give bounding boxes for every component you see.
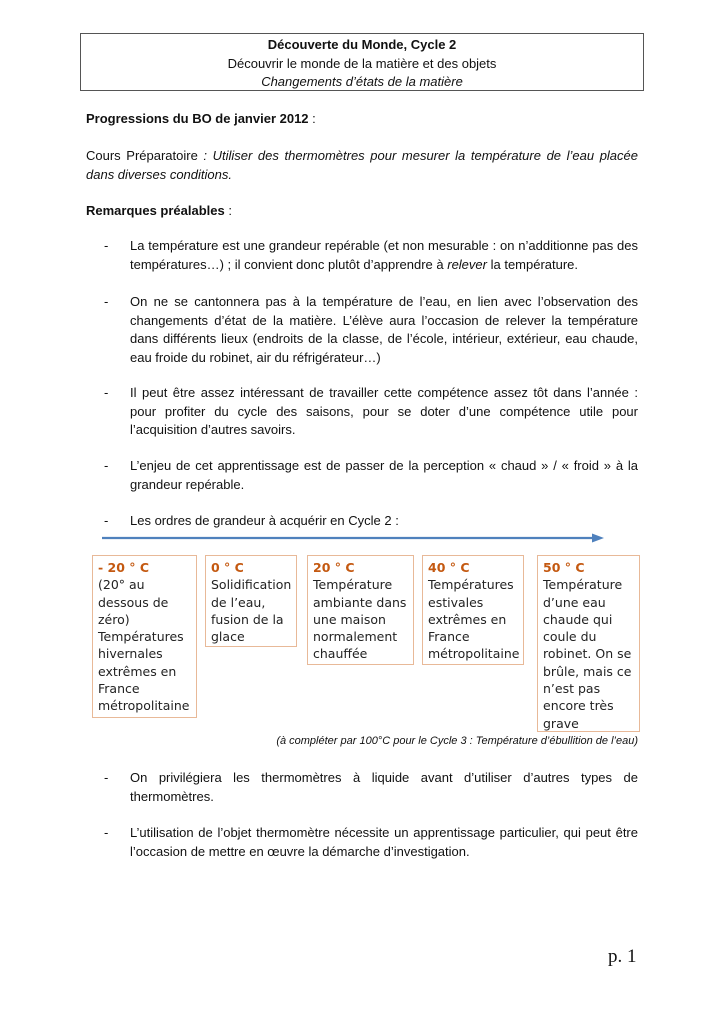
header-subtitle: Découvrir le monde de la matière et des objets	[227, 55, 497, 71]
temperature-box	[92, 555, 197, 718]
temperature-box	[205, 555, 297, 647]
bullet-text: Les ordres de grandeur à acquérir en Cycle 2 :	[130, 513, 399, 528]
bullet-item	[86, 512, 638, 531]
temperature-value: 20 ° C	[313, 560, 355, 575]
cours-text: : Utiliser des thermomètres pour mesurer la température de l’eau placée dans diverses conditions.	[86, 148, 638, 182]
bullet-dash: -	[104, 385, 109, 400]
bullet-dash: -	[104, 770, 109, 785]
temperature-box	[307, 555, 414, 665]
bullet-text: La température est une grandeur repérable (et non mesurable : on n’additionne pas des températures…) ; il convient donc plutôt d’apprendre à relever la température.	[130, 238, 638, 272]
bullet-text: On privilégiera les thermomètres à liquide avant d’utiliser d’autres types de thermomètres.	[130, 770, 638, 804]
bullet-text: On ne se cantonnera pas à la température de l’eau, en lien avec l’observation des changements d’état de la matière. L’élève aura l’occasion de relever la température dans différents lieux (endroits de la classe, de l’école, intérieur, extérieur, eau chaude, eau froide du robinet, air du réfrigérateur…)	[130, 294, 638, 365]
page-number: p. 1	[608, 946, 637, 967]
header-topic: Changements d’états de la matière	[261, 74, 463, 89]
remarques-heading-text: Remarques préalables	[86, 203, 225, 218]
progressions-heading: Progressions du BO de janvier 2012 :	[86, 111, 316, 126]
bullet-item	[86, 237, 638, 274]
bullet-dash: -	[104, 513, 109, 528]
document-header	[80, 33, 644, 91]
cycle3-note: (à compléter par 100°C pour le Cycle 3 : Température d’ébullition de l’eau)	[276, 735, 638, 747]
bullet-text: L’utilisation de l’objet thermomètre nécessite un apprentissage particulier, qui peut être l’occasion de mettre en œuvre la démarche d’investigation.	[130, 825, 638, 859]
header-title: Découverte du Monde, Cycle 2	[267, 37, 457, 52]
cours-preparatoire	[86, 147, 638, 184]
temperature-value: 0 ° C	[211, 560, 244, 575]
temperature-description: Température ambiante dans une maison normalement chauffée	[313, 577, 407, 662]
bullet-dash: -	[104, 294, 109, 309]
bullet-item	[86, 457, 638, 494]
temperature-value: - 20 ° C	[98, 560, 150, 575]
scale-arrow-icon	[102, 532, 604, 544]
temperature-description: (20° au dessous de zéro) Températures hivernales extrêmes en France métropolitaine	[98, 577, 190, 714]
bullet-item	[86, 384, 638, 440]
temperature-description: Température d’une eau chaude qui coule du robinet. On se brûle, mais ce n’est pas encore très grave	[543, 577, 632, 731]
temperature-description: Solidification de l’eau, fusion de la glace	[211, 577, 292, 645]
progressions-heading-text: Progressions du BO de janvier 2012	[86, 111, 309, 126]
temperature-box	[537, 555, 640, 732]
remarques-heading: Remarques préalables :	[86, 203, 232, 218]
bullet-dash: -	[104, 238, 109, 253]
bullet-dash: -	[104, 458, 109, 473]
temperature-box	[422, 555, 524, 665]
bullet-dash: -	[104, 825, 109, 840]
temperature-description: Températures estivales extrêmes en France métropolitaine	[428, 577, 520, 662]
cours-label: Cours Préparatoire	[86, 148, 198, 163]
temperature-value: 50 ° C	[543, 560, 585, 575]
bullet-item	[86, 769, 638, 806]
bullet-item	[86, 293, 638, 367]
bullet-text: L’enjeu de cet apprentissage est de passer de la perception « chaud » / « froid » à la grandeur repérable.	[130, 458, 638, 492]
bullet-text: Il peut être assez intéressant de travailler cette compétence assez tôt dans l’année : pour profiter du cycle des saisons, pour se doter d’une compétence utile pour l’acquisition d’autres savoirs.	[130, 385, 638, 437]
temperature-value: 40 ° C	[428, 560, 470, 575]
bullet-item	[86, 824, 638, 861]
